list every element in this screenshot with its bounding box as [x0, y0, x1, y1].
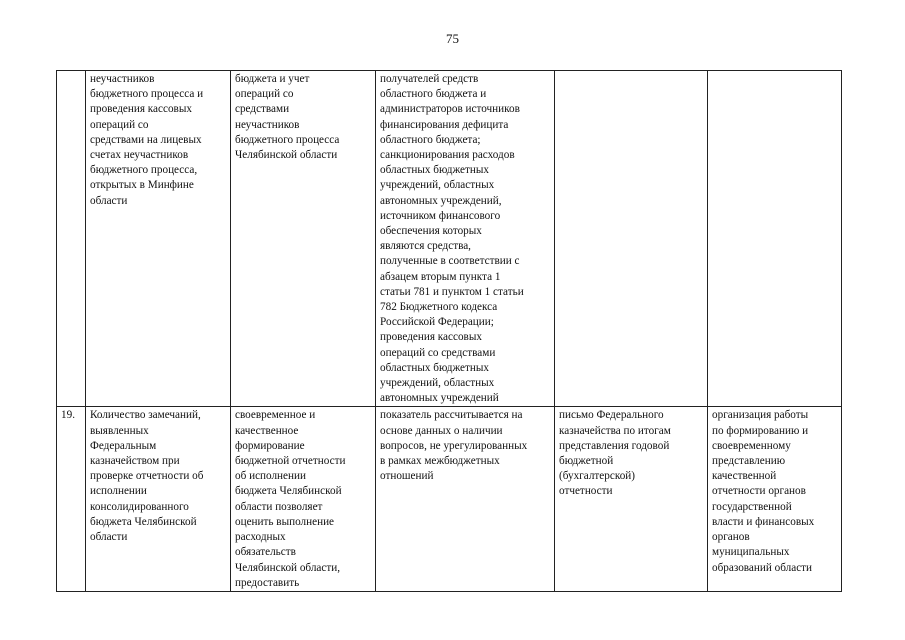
- indicator-cell: [86, 407, 231, 591]
- indicators-table: [56, 70, 842, 592]
- indicator-text: Количество замечаний, выявленных Федеральным казначейством при проверке отчетности об исполнении консолидированного бюджета Челябинской области: [90, 409, 204, 544]
- table-row: [57, 407, 842, 591]
- direction-cell: [708, 407, 842, 591]
- purpose-text: бюджета и учет операций со средствами неучастников бюджетного процесса Челябинской области: [235, 73, 340, 162]
- purpose-cell: [231, 71, 376, 407]
- indicator-cell: [86, 71, 231, 407]
- indicator-text: неучастников бюджетного процесса и проведения кассовых операций со средствами на лицевых счетах неучастников бюджетного процесса, открытых в Минфине области: [90, 73, 204, 207]
- page-number: 75: [446, 31, 459, 46]
- purpose-cell: [231, 407, 376, 591]
- purpose-text: своевременное и качественное формирование бюджетной отчетности об исполнении бюджета Челябинской области позволяет оценить выполнение расходных обязательств Челябинской области, предоставить: [235, 409, 346, 589]
- source-cell: [555, 407, 708, 591]
- direction-text: организация работы по формированию и своевременному представлению качественной отчетности органов государственной власти и финансовых органов муниципальных образований области: [712, 409, 815, 574]
- row-number-cell: [57, 407, 86, 591]
- method-text: получателей средств областного бюджета и администраторов источников финансирования дефицита областного бюджета; санкционирования расходов областных бюджетных учреждений, областных автономных учреждений, источником финансового обеспечения которых являются средства, полученные в соответствии с абзацем вторым пункта 1 статьи 781 и пунктом 1 статьи 782 Бюджетного кодекса Российской Федерации; проведения кассовых операций со средствами областных бюджетных учреждений, областных автономных учреждений: [380, 73, 524, 405]
- method-cell: [376, 407, 555, 591]
- table-row: [57, 71, 842, 407]
- method-text: показатель рассчитывается на основе данных о наличии вопросов, не урегулированных в рамках межбюджетных отношений: [380, 409, 528, 483]
- row-number-cell: [57, 71, 86, 407]
- direction-cell: [708, 71, 842, 407]
- method-cell: [376, 71, 555, 407]
- source-text: письмо Федерального казначейства по итогам представления годовой бюджетной (бухгалтерской) отчетности: [559, 409, 671, 498]
- row-number: 19.: [61, 409, 75, 422]
- source-cell: [555, 71, 708, 407]
